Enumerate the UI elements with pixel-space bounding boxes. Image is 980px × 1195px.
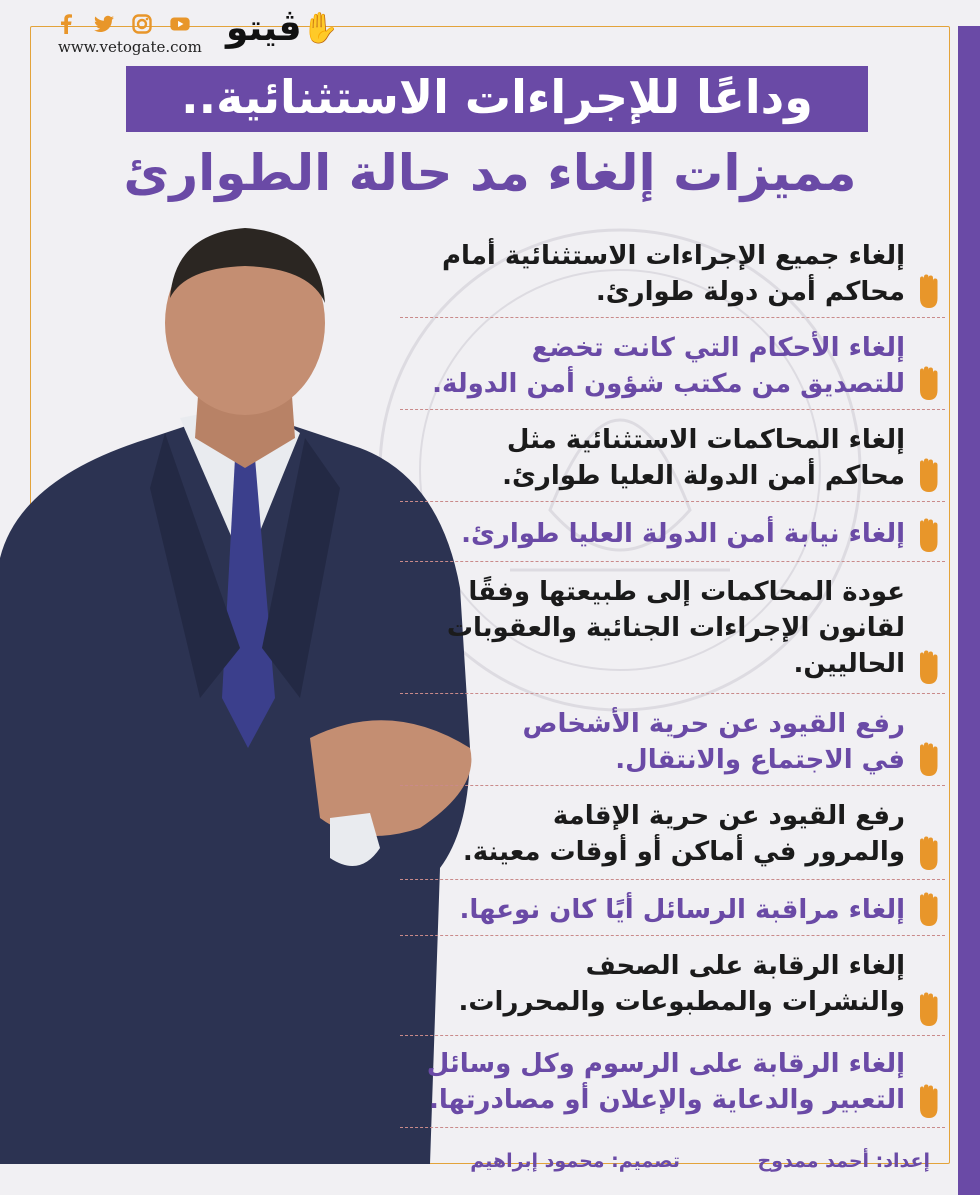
list-item-line2: والمرور في أماكن أو أوقات معينة. xyxy=(462,837,905,867)
list-item-line2: في الاجتماع والانتقال. xyxy=(615,745,905,775)
right-accent-bar xyxy=(958,26,980,1195)
list-item-line1: إلغاء مراقبة الرسائل أيًا كان نوعها. xyxy=(459,895,905,925)
raised-hand-icon xyxy=(917,836,941,872)
list-item-line2: للتصديق من مكتب شؤون أمن الدولة. xyxy=(432,369,905,399)
list-item xyxy=(400,702,945,786)
facebook-icon[interactable] xyxy=(56,14,76,34)
logo-hand-icon: ✋ xyxy=(301,10,338,46)
list-item-line1: إلغاء المحاكمات الاستثنائية مثل xyxy=(506,425,905,455)
list-item-line2: التعبير والدعاية والإعلان أو مصادرتها. xyxy=(428,1085,905,1115)
raised-hand-icon xyxy=(917,650,941,686)
list-item-line1: رفع القيود عن حرية الإقامة xyxy=(552,801,905,831)
list-item-line2: محاكم أمن دولة طوارئ. xyxy=(595,277,905,307)
list-item xyxy=(400,418,945,502)
list-item xyxy=(400,1042,945,1128)
list-item-line1: إلغاء الرقابة على الرسوم وكل وسائل xyxy=(426,1049,905,1079)
brand-logo[interactable] xyxy=(226,4,338,52)
prepared-by-credit: إعداد: أحمد ممدوح xyxy=(757,1150,930,1172)
list-item-text xyxy=(400,706,905,778)
list-item-line3: الحاليين. xyxy=(793,649,905,679)
list-item xyxy=(400,570,945,694)
list-item-line1: إلغاء نيابة أمن الدولة العليا طوارئ. xyxy=(461,519,905,549)
raised-hand-icon xyxy=(917,742,941,778)
raised-hand-icon xyxy=(917,992,941,1028)
list-item-line1: إلغاء الأحكام التي كانت تخضع xyxy=(531,333,905,363)
social-links xyxy=(56,14,190,34)
list-item-line1: رفع القيود عن حرية الأشخاص xyxy=(522,709,905,739)
list-item-line2: لقانون الإجراءات الجنائية والعقوبات xyxy=(446,613,905,643)
designed-by-credit: تصميم: محمود إبراهيم xyxy=(470,1150,680,1172)
list-item-text xyxy=(400,238,905,310)
list-item-line1: إلغاء جميع الإجراءات الاستثنائية أمام xyxy=(442,241,905,271)
youtube-icon[interactable] xyxy=(170,14,190,34)
list-item-line1: عودة المحاكمات إلى طبيعتها وفقًا xyxy=(468,577,905,607)
raised-hand-icon xyxy=(917,518,941,554)
raised-hand-icon xyxy=(917,458,941,494)
list-item xyxy=(400,326,945,410)
raised-hand-icon xyxy=(917,892,941,928)
list-item-text xyxy=(400,574,905,682)
list-item-text xyxy=(400,892,905,928)
list-item-text xyxy=(400,1046,905,1118)
list-item-text xyxy=(400,798,905,870)
list-item-line2: والنشرات والمطبوعات والمحررات. xyxy=(458,987,905,1017)
list-item-text xyxy=(400,948,905,1020)
list-item xyxy=(400,888,945,936)
twitter-icon[interactable] xyxy=(94,14,114,34)
list-item xyxy=(400,794,945,880)
raised-hand-icon xyxy=(917,1084,941,1120)
list-item-text xyxy=(400,516,905,552)
page-subtitle: مميزات إلغاء مد حالة الطوارئ xyxy=(123,144,857,202)
list-item-line1: إلغاء الرقابة على الصحف xyxy=(585,951,905,981)
site-url[interactable]: www.vetogate.com xyxy=(58,38,202,56)
list-item-text xyxy=(400,422,905,494)
list-item xyxy=(400,512,945,562)
logo-text: ڤيتو xyxy=(226,7,302,49)
list-item xyxy=(400,944,945,1036)
page-title: وداعًا للإجراءات الاستثنائية.. xyxy=(181,70,813,124)
list-item xyxy=(400,234,945,318)
instagram-icon[interactable] xyxy=(132,14,152,34)
raised-hand-icon xyxy=(917,366,941,402)
list-item-text xyxy=(400,330,905,402)
raised-hand-icon xyxy=(917,274,941,310)
list-item-line2: محاكم أمن الدولة العليا طوارئ. xyxy=(502,461,905,491)
